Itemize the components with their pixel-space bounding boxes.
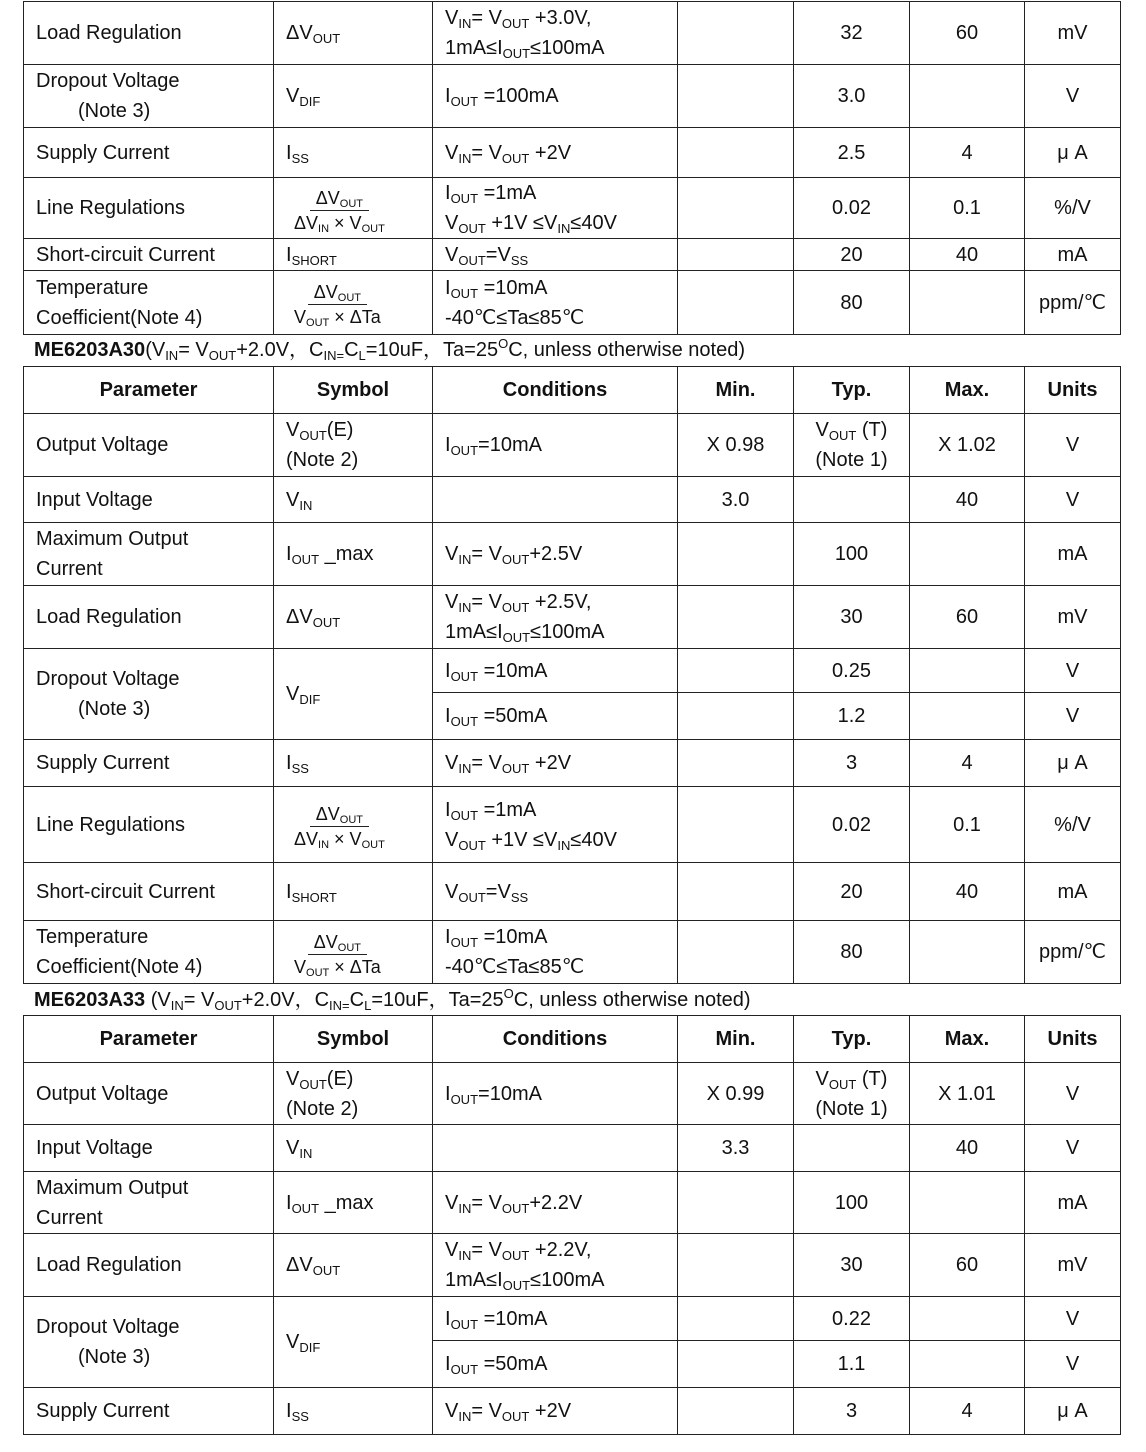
parameter-label: Maximum Output Current: [24, 523, 274, 586]
symbol-cell: $I_{OUT}$ _max: [274, 1172, 433, 1234]
table-row-max-output-current: [24, 1172, 1121, 1234]
parameter-label: Dropout Voltage (Note 3): [24, 1297, 274, 1388]
table-row-load-regulation: [24, 586, 1121, 649]
section-title-a30: $ME6203A30(V_{IN}= V_{OUT}+2.0V$，$C_{IN=}C_L=10uF$，$Ta=25^OC$, unless otherwise noted): [34, 336, 746, 363]
header-units: Units: [1025, 1016, 1121, 1063]
units-cell: ppm/℃: [1025, 921, 1121, 984]
min-cell: [678, 649, 794, 693]
table-row-temperature-coefficient: [24, 271, 1121, 335]
typ-cell: 80: [794, 271, 910, 335]
table-row-max-output-current: [24, 523, 1121, 586]
units-cell: V: [1025, 477, 1121, 523]
parameter-label: Line Regulations: [24, 178, 274, 239]
table-row-line-regulations: [24, 787, 1121, 863]
typ-cell: 30: [794, 1234, 910, 1297]
parameter-label: Temperature Coefficient(Note 4): [24, 271, 274, 335]
typ-cell: 20: [794, 239, 910, 271]
symbol-cell: $V_{OUT}(E)$ (Note 2): [274, 414, 433, 477]
table-row-load-regulation: [24, 1234, 1121, 1297]
typ-cell: 32: [794, 2, 910, 65]
header-conditions: Conditions: [433, 1016, 678, 1063]
parameter-label: Line Regulations: [24, 787, 274, 863]
parameter-label: Dropout Voltage (Note 3): [24, 65, 274, 128]
max-cell: 0.1: [910, 178, 1025, 239]
max-cell: 60: [910, 2, 1025, 65]
min-cell: 3.3: [678, 1125, 794, 1172]
max-cell: 40: [910, 1125, 1025, 1172]
max-cell: 4: [910, 740, 1025, 787]
header-parameter: Parameter: [24, 367, 274, 414]
symbol-cell: $V_{IN}$: [274, 477, 433, 523]
symbol-cell: $V_{IN}$: [274, 1125, 433, 1172]
symbol-cell: $V_{OUT}(E)$ (Note 2): [274, 1063, 433, 1125]
min-cell: [678, 65, 794, 128]
symbol-cell: $V_{DIF}$: [274, 65, 433, 128]
typ-cell: 3: [794, 740, 910, 787]
conditions-cell: $I_{OUT} =10mA$ -40℃≤Ta≤85℃: [433, 921, 678, 984]
table-row-output-voltage: [24, 414, 1121, 477]
min-cell: [678, 586, 794, 649]
parameter-label: Input Voltage: [24, 1125, 274, 1172]
parameter-label: Output Voltage: [24, 414, 274, 477]
typ-cell: 30: [794, 586, 910, 649]
symbol-cell: $I_{SHORT}$: [274, 863, 433, 921]
symbol-cell: $\Delta V_{OUT}$: [274, 1234, 433, 1297]
conditions-cell: [433, 477, 678, 523]
typ-cell: [794, 477, 910, 523]
max-cell: 4: [910, 128, 1025, 178]
table-row-dropout-voltage-10ma: [24, 1297, 1121, 1341]
table-header-row: [24, 367, 1121, 414]
max-cell: [910, 1341, 1025, 1388]
conditions-cell: $I_{OUT} =10mA$: [433, 649, 678, 693]
max-cell: 40: [910, 477, 1025, 523]
header-typ: Typ.: [794, 367, 910, 414]
max-cell: 40: [910, 239, 1025, 271]
parameter-label: Load Regulation: [24, 1234, 274, 1297]
max-cell: 4: [910, 1388, 1025, 1435]
max-cell: 40: [910, 863, 1025, 921]
typ-cell: 3.0: [794, 65, 910, 128]
spec-table-continued: [23, 1, 1121, 335]
parameter-label: Supply Current: [24, 740, 274, 787]
conditions-cell: $V_{IN}= V_{OUT} +3.0V$, $1mA\le I_{OUT}\le 100mA$: [433, 2, 678, 65]
table-row-load-regulation: [24, 2, 1121, 65]
max-cell: X 1.01: [910, 1063, 1025, 1125]
header-parameter: Parameter: [24, 1016, 274, 1063]
conditions-cell: $V_{IN}= V_{OUT}+2.5V$: [433, 523, 678, 586]
units-cell: V: [1025, 649, 1121, 693]
units-cell: mV: [1025, 2, 1121, 65]
conditions-cell: $V_{IN}= V_{OUT} +2.2V$, $1mA\le I_{OUT}\le 100mA$: [433, 1234, 678, 1297]
min-cell: [678, 740, 794, 787]
units-cell: μ A: [1025, 1388, 1121, 1435]
header-units: Units: [1025, 367, 1121, 414]
parameter-label: Short-circuit Current: [24, 863, 274, 921]
units-cell: %/V: [1025, 787, 1121, 863]
conditions-cell: $V_{OUT}=V_{SS}$: [433, 239, 678, 271]
spec-table-a33: [23, 1015, 1121, 1435]
table-header-row: [24, 1016, 1121, 1063]
typ-cell: $V_{OUT}$ (T) (Note 1): [794, 1063, 910, 1125]
typ-cell: 1.1: [794, 1341, 910, 1388]
conditions-cell: $I_{OUT} =10mA$ -40℃≤Ta≤85℃: [433, 271, 678, 335]
parameter-label: Supply Current: [24, 128, 274, 178]
min-cell: [678, 128, 794, 178]
min-cell: [678, 1172, 794, 1234]
max-cell: 60: [910, 1234, 1025, 1297]
symbol-cell: $I_{OUT}$ _max: [274, 523, 433, 586]
units-cell: ppm/℃: [1025, 271, 1121, 335]
header-symbol: Symbol: [274, 367, 433, 414]
max-cell: [910, 649, 1025, 693]
table-row-input-voltage: [24, 477, 1121, 523]
table-row-supply-current: [24, 128, 1121, 178]
typ-cell: $V_{OUT}$ (T) (Note 1): [794, 414, 910, 477]
units-cell: μ A: [1025, 128, 1121, 178]
typ-cell: 2.5: [794, 128, 910, 178]
units-cell: mV: [1025, 1234, 1121, 1297]
header-min: Min.: [678, 1016, 794, 1063]
max-cell: [910, 1172, 1025, 1234]
min-cell: [678, 178, 794, 239]
conditions-cell: $I_{OUT} =100mA$: [433, 65, 678, 128]
units-cell: mV: [1025, 586, 1121, 649]
conditions-cell: $I_{OUT} =50mA$: [433, 1341, 678, 1388]
table-row-dropout-voltage: [24, 65, 1121, 128]
table-row-short-circuit: [24, 863, 1121, 921]
table-row-line-regulations: [24, 178, 1121, 239]
conditions-cell: $V_{IN}= V_{OUT} +2.5V$, $1mA\le I_{OUT}\le 100mA$: [433, 586, 678, 649]
header-symbol: Symbol: [274, 1016, 433, 1063]
min-cell: 3.0: [678, 477, 794, 523]
table-row-supply-current: [24, 740, 1121, 787]
conditions-cell: $V_{IN}= V_{OUT} +2V$: [433, 1388, 678, 1435]
symbol-cell: $V_{DIF}$: [274, 649, 433, 740]
parameter-label: Output Voltage: [24, 1063, 274, 1125]
typ-cell: 3: [794, 1388, 910, 1435]
conditions-cell: $I_{OUT} =1mA$ $V_{OUT} +1V \le V_{IN}\le 40V$: [433, 787, 678, 863]
symbol-cell: $\Delta V_{OUT}$: [274, 2, 433, 65]
min-cell: [678, 693, 794, 740]
spec-table-a30: [23, 366, 1121, 984]
units-cell: mA: [1025, 239, 1121, 271]
table-row-output-voltage: [24, 1063, 1121, 1125]
symbol-fraction: $\frac{\Delta V_{OUT}}{V_{OUT} \times \Delta Ta}$: [274, 271, 433, 335]
conditions-cell: $I_{OUT} =50mA$: [433, 693, 678, 740]
units-cell: mA: [1025, 863, 1121, 921]
min-cell: [678, 787, 794, 863]
units-cell: V: [1025, 1063, 1121, 1125]
symbol-fraction: $\frac{\Delta V_{OUT}}{\Delta V_{IN} \times V_{OUT}}$: [274, 178, 433, 239]
typ-cell: 1.2: [794, 693, 910, 740]
table-row-temperature-coefficient: [24, 921, 1121, 984]
parameter-label: Input Voltage: [24, 477, 274, 523]
table-row-supply-current: [24, 1388, 1121, 1435]
conditions-cell: $V_{IN}= V_{OUT} +2V$: [433, 128, 678, 178]
parameter-label: Load Regulation: [36, 22, 182, 44]
units-cell: V: [1025, 1125, 1121, 1172]
min-cell: [678, 1388, 794, 1435]
min-cell: [678, 239, 794, 271]
min-cell: X 0.99: [678, 1063, 794, 1125]
parameter-label: Dropout Voltage (Note 3): [24, 649, 274, 740]
typ-cell: 0.02: [794, 178, 910, 239]
typ-cell: 100: [794, 1172, 910, 1234]
section-title-a33: ME6203A33 ($V_{IN}= V_{OUT}+2.0V$，$C_{IN=}C_L=10uF$，$Ta=25^OC$, unless otherwise noted): [34, 986, 751, 1013]
conditions-cell: $V_{IN}= V_{OUT}+2.2V$: [433, 1172, 678, 1234]
units-cell: μ A: [1025, 740, 1121, 787]
units-cell: %/V: [1025, 178, 1121, 239]
conditions-cell: [433, 1125, 678, 1172]
units-cell: mA: [1025, 1172, 1121, 1234]
header-typ: Typ.: [794, 1016, 910, 1063]
max-cell: [910, 1297, 1025, 1341]
min-cell: [678, 1234, 794, 1297]
parameter-label: Supply Current: [24, 1388, 274, 1435]
typ-cell: 0.22: [794, 1297, 910, 1341]
max-cell: X 1.02: [910, 414, 1025, 477]
min-cell: [678, 523, 794, 586]
symbol-cell: $V_{DIF}$: [274, 1297, 433, 1388]
typ-cell: 20: [794, 863, 910, 921]
max-cell: [910, 65, 1025, 128]
parameter-label: Short-circuit Current: [24, 239, 274, 271]
conditions-cell: $V_{IN}= V_{OUT} +2V$: [433, 740, 678, 787]
max-cell: 60: [910, 586, 1025, 649]
symbol-fraction: $\frac{\Delta V_{OUT}}{V_{OUT} \times \Delta Ta}$: [274, 921, 433, 984]
min-cell: [678, 863, 794, 921]
min-cell: [678, 1341, 794, 1388]
symbol-cell: $I_{SS}$: [274, 1388, 433, 1435]
conditions-cell: $V_{OUT}=V_{SS}$: [433, 863, 678, 921]
units-cell: V: [1025, 65, 1121, 128]
min-cell: X 0.98: [678, 414, 794, 477]
units-cell: mA: [1025, 523, 1121, 586]
units-cell: V: [1025, 414, 1121, 477]
symbol-cell: $I_{SS}$: [274, 128, 433, 178]
max-cell: [910, 921, 1025, 984]
units-cell: V: [1025, 693, 1121, 740]
conditions-cell: $I_{OUT}=10mA$: [433, 414, 678, 477]
header-max: Max.: [910, 367, 1025, 414]
max-cell: [910, 523, 1025, 586]
max-cell: [910, 693, 1025, 740]
conditions-cell: $I_{OUT}=10mA$: [433, 1063, 678, 1125]
header-min: Min.: [678, 367, 794, 414]
conditions-cell: $I_{OUT} =10mA$: [433, 1297, 678, 1341]
typ-cell: 0.25: [794, 649, 910, 693]
typ-cell: 80: [794, 921, 910, 984]
symbol-fraction: $\frac{\Delta V_{OUT}}{\Delta V_{IN} \times V_{OUT}}$: [274, 787, 433, 863]
table-row-input-voltage: [24, 1125, 1121, 1172]
typ-cell: [794, 1125, 910, 1172]
parameter-label: Maximum Output Current: [24, 1172, 274, 1234]
min-cell: [678, 2, 794, 65]
max-cell: 0.1: [910, 787, 1025, 863]
header-max: Max.: [910, 1016, 1025, 1063]
min-cell: [678, 271, 794, 335]
parameter-label: Load Regulation: [24, 586, 274, 649]
units-cell: V: [1025, 1341, 1121, 1388]
units-cell: V: [1025, 1297, 1121, 1341]
min-cell: [678, 921, 794, 984]
symbol-cell: $\Delta V_{OUT}$: [274, 586, 433, 649]
table-row-dropout-voltage-10ma: [24, 649, 1121, 693]
table-row-short-circuit: [24, 239, 1121, 271]
parameter-label: Temperature Coefficient(Note 4): [24, 921, 274, 984]
typ-cell: 100: [794, 523, 910, 586]
conditions-cell: $I_{OUT} =1mA$ $V_{OUT} +1V \le V_{IN}\le 40V$: [433, 178, 678, 239]
min-cell: [678, 1297, 794, 1341]
symbol-cell: $I_{SHORT}$: [274, 239, 433, 271]
header-conditions: Conditions: [433, 367, 678, 414]
symbol-cell: $I_{SS}$: [274, 740, 433, 787]
typ-cell: 0.02: [794, 787, 910, 863]
max-cell: [910, 271, 1025, 335]
